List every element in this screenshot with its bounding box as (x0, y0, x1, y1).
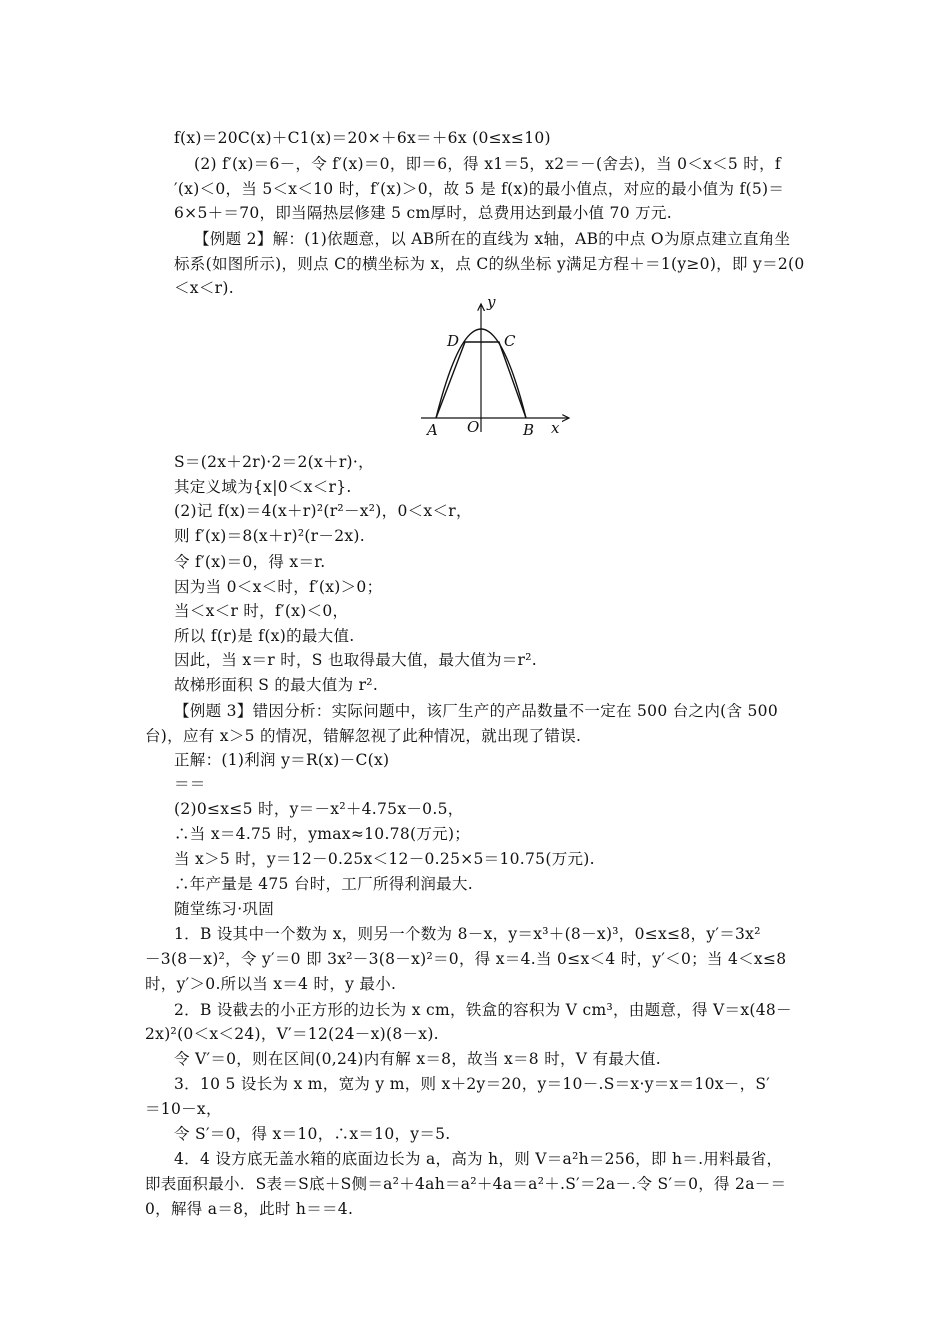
point-o-label: O (467, 418, 480, 436)
text-line: 其定义域为{x|0＜x＜r}. (174, 478, 352, 496)
text-line: ∴当 x＝4.75 时，ymax≈10.78(万元)； (174, 825, 471, 843)
text-line: 【例题 2】解：(1)依题意，以 AB所在的直线为 x轴，AB的中点 O为原点建立直角坐 (194, 230, 791, 248)
text-line: －3(8－x)²，令 y′＝0 即 3x²－3(8－x)²＝0，得 x＝4.当 0≤x＜4 时，y′＜0；当 4＜x≤8 (145, 950, 787, 968)
x-axis-label: x (551, 419, 560, 437)
text-line: 令 f′(x)＝0，得 x＝r. (174, 553, 326, 571)
text-line: 台)，应有 x＞5 的情况，错解忽视了此种情况，就出现了错误. (145, 727, 582, 745)
point-a-label: A (427, 421, 438, 439)
text-line: ＜x＜r). (174, 279, 234, 297)
text-line: 故梯形面积 S 的最大值为 r². (174, 676, 379, 694)
text-line: 令 S′＝0，得 x＝10，∴x＝10，y＝5. (174, 1125, 451, 1143)
text-line: (2) f′(x)＝6－，令 f′(x)＝0，即＝6，得 x1＝5，x2＝－(舍去)，当 0＜x＜5 时，f (194, 155, 781, 173)
text-line: 标系(如图所示)，则点 C的横坐标为 x，点 C的纵坐标 y满足方程＋＝1(y≥0)，即 y＝2(0 (174, 255, 805, 273)
text-line: (2)0≤x≤5 时，y＝－x²＋4.75x－0.5， (174, 800, 464, 818)
text-line: 当＜x＜r 时，f′(x)＜0， (174, 602, 349, 620)
text-line: 所以 f(r)是 f(x)的最大值. (174, 627, 355, 645)
point-b-label: B (523, 421, 535, 439)
text-line: 令 V′＝0，则在区间(0,24)内有解 x＝8，故当 x＝8 时，V 有最大值. (174, 1050, 661, 1068)
text-line: 2x)²(0＜x＜24)，V′＝12(24－x)(8－x). (145, 1025, 439, 1043)
text-line: (2)记 f(x)＝4(x＋r)²(r²－x²)，0＜x＜r， (174, 502, 472, 520)
text-line: 【例题 3】错因分析：实际问题中，该厂生产的产品数量不一定在 500 台之内(含 500 (174, 702, 778, 720)
text-line: 6×5＋＝70，即当隔热层修建 5 cm厚时，总费用达到最小值 70 万元. (174, 204, 672, 222)
point-c-label: C (504, 332, 516, 350)
point-d-label: D (447, 332, 460, 350)
text-line: 时，y′＞0.所以当 x＝4 时，y 最小. (145, 975, 397, 993)
text-line: 正解：(1)利润 y＝R(x)－C(x) (174, 751, 390, 769)
text-line: 因为当 0＜x＜时，f′(x)＞0； (174, 578, 383, 596)
section-heading: 随堂练习·巩固 (174, 900, 275, 918)
text-line: 当 x＞5 时，y＝12－0.25x＜12－0.25×5＝10.75(万元). (174, 850, 595, 868)
text-line: ＝10－x， (145, 1100, 222, 1118)
text-line: 因此，当 x＝r 时，S 也取得最大值，最大值为＝r². (174, 651, 538, 669)
text-line: ′(x)＜0，当 5＜x＜10 时，f′(x)＞0，故 5 是 f(x)的最小值点，对应的最小值为 f(5)＝ (174, 180, 785, 198)
text-line: ∴年产量是 475 台时，工厂所得利润最大. (174, 875, 473, 893)
coordinate-figure (411, 292, 581, 440)
text-line: S＝(2x＋2r)·2＝2(x＋r)·， (174, 453, 374, 471)
text-line: 2．B 设截去的小正方形的边长为 x cm，铁盒的容积为 V cm³，由题意，得 V＝x(48－ (174, 1001, 792, 1019)
text-line: ＝＝ (174, 775, 206, 793)
text-line: f(x)＝20C(x)＋C1(x)＝20×＋6x＝＋6x (0≤x≤10) (174, 129, 551, 147)
text-line: 即表面积最小．S表＝S底＋S侧＝a²＋4ah＝a²＋4a＝a²＋.S′＝2a－.令 S′＝0，得 2a－＝ (145, 1175, 787, 1193)
parabola-trapezoid-diagram (411, 292, 581, 440)
text-line: 0，解得 a＝8，此时 h＝＝4. (145, 1200, 354, 1218)
y-axis-label: y (487, 293, 496, 311)
text-line: 3．10 5 设长为 x m，宽为 y m，则 x＋2y＝20，y＝10－.S＝x·y＝x＝10x－，S′ (174, 1075, 771, 1093)
text-line: 1．B 设其中一个数为 x，则另一个数为 8－x，y＝x³＋(8－x)³，0≤x≤8，y′＝3x² (174, 925, 761, 943)
text-line: 4．4 设方底无盖水箱的底面边长为 a，高为 h，则 V＝a²h＝256，即 h＝.用料最省， (174, 1150, 783, 1168)
text-line: 则 f′(x)＝8(x＋r)²(r－2x). (174, 527, 365, 545)
